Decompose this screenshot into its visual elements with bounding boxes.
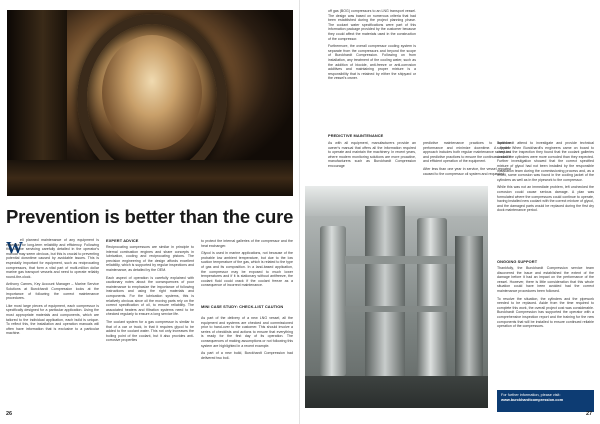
page-number-right: 27 [586, 411, 593, 417]
case-paragraph-1: As part of the delivery of a new LNG vessel, all the equipment and systems are checked and commissioned prior to hand-over to the customer. This should involve a series of checklists and actions to ensure that everything is ready for the first day of its operation. The consequences of making assumptions or not following this system are highlighted in a recent example. [201, 316, 293, 348]
case-study-column [201, 316, 293, 414]
r-col3-paragraph-1: Burckhardt attend to investigate and provide technical support. When Burckhardt's engineers came on board to carry out the inspection they found that the coolant galleries around the cylinders were more corroded than they expected. Further investigation showed that the correct specified mixture of glycol had not been installed by the responsible installation team during the commissioning process and, as a result, some corrosion was found in the cooling jacket of the cylinders as well as in the pipework to the compressor. [497, 141, 594, 182]
r-col1-paragraph-1: off gas (BOG) compressors to an LNG transport vessel. The design was based on numerous criteria that had been established during the project planning phase. The coolant water specifications were part of this information package provided by the customer because they could affect the materials used in the construction of the compressor. [328, 9, 416, 41]
info-line-1: For further information, please visit: [501, 393, 561, 397]
compressor-interior-photo [7, 10, 293, 196]
website-link[interactable]: www.burckhardtcompression.com [501, 397, 564, 402]
predictive-heading: PREDICTIVE MAINTENANCE [328, 133, 384, 138]
intro-paragraph-2: Anthony Carnes, Key Account Manager – Marine Service Solutions at Burckhardt Compression looks at the importance of following the correct maintenance procedures. [6, 282, 99, 301]
expert-advice-heading: EXPERT ADVICE [106, 238, 139, 243]
article-title: Prevention is better than the cure [6, 206, 294, 227]
ongoing-paragraph-1: Thankfully, the Burckhardt Compression service team discovered the issue and established the extent of the damage before it had an impact on the performance of the vessel. However, there is little consideration that this whole situation could have been avoided had the correct maintenance procedures been followed. [497, 266, 594, 293]
r-col2-paragraph-2: After less than one year in service, the vessel reported caused to the compressor oil system and requested [423, 166, 511, 176]
third-column-top [201, 239, 293, 304]
right-page [300, 0, 600, 424]
further-info-box [497, 390, 594, 412]
r-col1-paragraph-2: Furthermore, the overall compressor cooling system is separate from the compressors and beyond the scope of Burckhardt Compression. Following on from installation, any treatment of the cooling water, such as the addition of biocide, anti-freeze or anti-corrosion additives and maintaining proper mixture is a responsibility that is retained by either the shipyard or the vessel's owner. [328, 44, 416, 81]
intro-paragraph-1: ell planned maintenance of any equipment is essential for long-term reliability and efficiency. Following the routine servicing carefully detailed in the operator's manual may seem obvious, but this is crucial to preventing potential downtime caused by avoidable issues. This is especially important for equipment, such as reciprocating compressors, that form a vital part of multi-million dollar marine gas transport vessels and need to operate reliably round-the-clock. [6, 238, 99, 279]
case-study-heading: MINI CASE STUDY: CHECK-LIST CAUTION [201, 304, 284, 309]
engine-room-photo [305, 186, 488, 408]
r-col3-paragraph-2: While this was not an immediate problem, left unchecked the corrosion could cause serious damage. A plan was formulated where the compressors could continue to operate, having installed new coolant with the correct mixture of glycol, and the damaged parts would be replaced during the first dry dock maintenance period. [497, 185, 594, 213]
page-number-left: 26 [6, 411, 13, 417]
ongoing-paragraph-2: To resolve the situation, the cylinders and the pipework needed to be replaced. Aside from the time required to complete this work, the overall project cost was considerable. Burckhardt Compression has supported the operator with a comprehensive inspection report and the training for the new components that will be installed to ensure continued reliable operation of the compressors. [497, 296, 594, 329]
intro-paragraph-3: Like most large pieces of equipment, each compressor is specifically designed for a particular application. Using the most appropriate materials and components, which are tailored to the individual application, each build is unique. To reflect this, the installation and operation manuals will often have information that is exclusive to a particular machine. [6, 303, 99, 336]
r-col2-paragraph-1: predictive maintenance practices to optimize performance and minimize downtime. A flexible approach includes both regular maintenance schedules and predictive practices to ensure the continued reliable and efficient operation of the equipment. [423, 141, 511, 164]
case-paragraph-2: As part of a new build, Burckhardt Compression had delivered two boil- [201, 351, 293, 360]
col3-paragraph-1: to protect the internal galleries of the compressor and the heat exchanger. [201, 239, 293, 248]
ongoing-support-column [497, 266, 594, 387]
expert-paragraph-3: The coolant system for a gas compressor is similar to that of a car or truck, in that it requires glycol to be added to the coolant water. This not only increases the boiling point of the coolant, but it also provides anti-corrosive properties [106, 319, 194, 343]
right-col1-top [328, 9, 416, 152]
ongoing-support-heading: ONGOING SUPPORT [497, 259, 538, 264]
predictive-column [328, 141, 416, 185]
predictive-paragraph-1: As with all equipment, manufacturers provide an owner's manual that offers all the information required to operate and maintain the machinery. In recent years, where modern monitoring solutions are more proactive, manufacturers such as Burckhardt Compression encourage [328, 141, 416, 168]
col3-paragraph-2: Glycol is used in marine applications, not because of the probable low ambient temperature, but due to the low suction temperature of the gas, which is related to the type of gas and its composition. In a land-based application, the compressor may be exposed to much lower temperatures and if it is stationary without antifreeze, the coolant fluid could crack if the coolant freeze as a consequence of incorrect maintenance. [201, 251, 293, 288]
expert-paragraph-1: Reciprocating compressors are similar in principle to internal combustion engines and share concepts in lubrication, cooling and reciprocating pistons. The precision engineering of the design affords excellent reliability, which is supported by regular inspections and maintenance, as detailed by the OEM. [106, 245, 194, 272]
expert-advice-column [106, 245, 194, 414]
intro-column [6, 238, 99, 414]
drop-cap: W [6, 238, 23, 257]
expert-paragraph-2: Each aspect of operation is carefully explained with cautionary notes about the consequences of poor maintenance to emphasize the importance of following instructions and using the right materials and components. For the lubrication systems, this is relatively obvious since oil the moving parts rely on the correct specification of oil, to ensure reliability. The associated heaters and filtration systems need to be checked regularly to ensure a long service life. [106, 275, 194, 317]
